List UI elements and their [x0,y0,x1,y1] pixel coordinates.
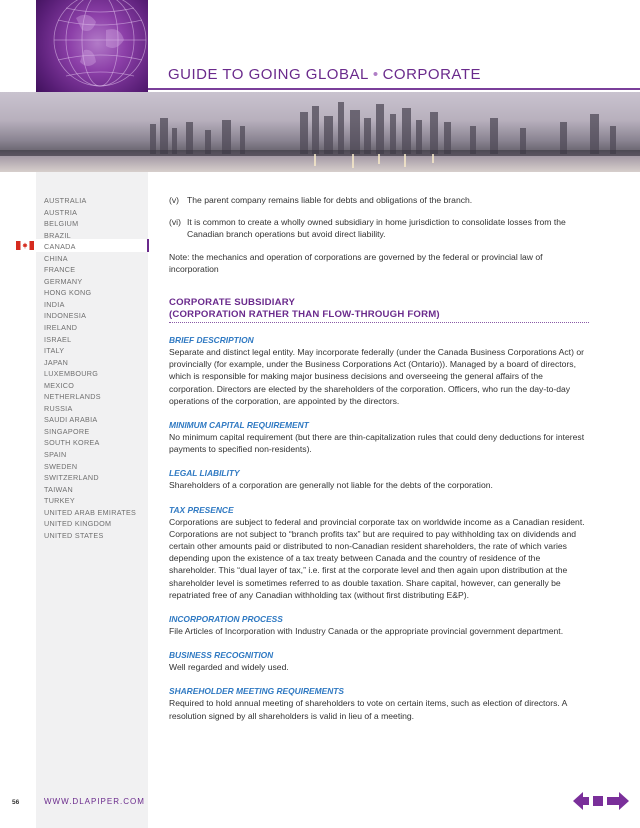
country-item-indonesia[interactable]: INDONESIA [44,311,87,321]
country-item-japan[interactable]: JAPAN [44,357,69,367]
globe-graphic [36,0,148,96]
country-item-spain[interactable]: SPAIN [44,450,67,460]
section-divider [169,322,589,323]
country-item-russia[interactable]: RUSSIA [44,403,73,413]
country-item-mexico[interactable]: MEXICO [44,380,75,390]
paragraph-tax-presence: Corporations are subject to federal and provincial corporate tax on worldwide income as a Canadian resident. Corporations are not subject to “branch profits tax” but are required to pay withholding tax on dividends and certain other amounts paid or distributed to non-Canadian resident shareholders, the rate of which varies depending upon the existence of a tax treaty between Canada and the country of residence of the shareholder. This “dual layer of tax,” i.e. first at the corporate level and then again upon distribution at the shareholder level is sometimes referred to as double taxation. Share capital, however, can generally be repatriated free of any Canadian withholding tax (without first distributing E&P). [169,516,585,600]
paragraph-incorporation-process: File Articles of Incorporation with Industry Canada or the appropriate provincial government department. [169,626,564,637]
arrow-right-icon[interactable] [607,792,629,810]
stop-square-icon[interactable] [593,796,603,806]
subheading-incorporation-process: INCORPORATION PROCESS [169,614,283,625]
country-item-turkey[interactable]: TURKEY [44,496,75,506]
country-item-luxembourg[interactable]: LUXEMBOURG [44,369,99,379]
country-item-india[interactable]: INDIA [44,299,65,309]
country-item-israel[interactable]: ISRAEL [44,334,72,344]
country-item-brazil[interactable]: BRAZIL [44,230,71,240]
guide-title [168,66,481,83]
country-item-canada[interactable]: CANADA [44,242,76,252]
country-item-australia[interactable]: AUSTRALIA [44,196,87,205]
item-text: It is common to create a wholly owned subsidiary in home jurisdiction to consolidate losses from the Canadian branch operations but avoid direct liability. [187,217,566,240]
globe-icon [36,0,148,96]
country-item-france[interactable]: FRANCE [44,265,76,275]
note-paragraph: Note: the mechanics and operation of corporations are governed by the federal or provincial law of incorporation [169,251,543,274]
page-number: 56 [12,799,20,806]
country-item-belgium[interactable]: BELGIUM [44,219,79,229]
country-nav-list [44,195,136,541]
country-item-sweden[interactable]: SWEDEN [44,461,78,471]
main-content [169,194,589,735]
arrow-left-icon[interactable] [573,792,589,810]
country-item-switzerland[interactable]: SWITZERLAND [44,473,99,483]
country-item-saudi-arabia[interactable]: SAUDI ARABIA [44,415,98,425]
country-item-china[interactable]: CHINA [44,253,68,263]
subheading-brief-description: BRIEF DESCRIPTION [169,335,254,346]
item-number: (v) [169,195,180,205]
paragraph-minimum-capital: No minimum capital requirement (but there are thin-capitalization rules that could deny deductions for interest payments to specified non-residents). [169,432,585,455]
page-header [0,0,640,170]
subheading-minimum-capital: MINIMUM CAPITAL REQUIREMENT [169,420,309,431]
country-item-ireland[interactable]: IRELAND [44,323,78,333]
page-navigation [573,791,629,811]
country-item-hong-kong[interactable]: HONG KONG [44,288,92,298]
title-separator: • [372,66,379,83]
country-item-south-korea[interactable]: SOUTH KOREA [44,438,100,448]
guide-title-main: GUIDE TO GOING GLOBAL [168,66,369,83]
subheading-legal-liability: LEGAL LIABILITY [169,468,240,479]
subheading-shareholder-meeting: SHAREHOLDER MEETING REQUIREMENTS [169,686,344,697]
country-item-united-kingdom[interactable]: UNITED KINGDOM [44,519,112,529]
paragraph-legal-liability: Shareholders of a corporation are generally not liable for the debts of the corporation. [169,480,493,491]
subheading-business-recognition: BUSINESS RECOGNITION [169,650,274,661]
list-item [169,216,589,240]
canada-flag-icon [16,241,34,250]
selected-country-bar [147,239,149,252]
title-rule [148,88,640,90]
list-item [169,194,589,206]
item-text: The parent company remains liable for debts and obligations of the branch. [187,195,473,205]
guide-title-section: CORPORATE [382,66,481,83]
country-item-taiwan[interactable]: TAIWAN [44,484,73,494]
country-item-singapore[interactable]: SINGAPORE [44,426,90,436]
paragraph-brief-description: Separate and distinct legal entity. May incorporate federally (under the Canada Business Corporations Act) or provincially (for example, under the Business Corporations Act (Ontario)). Managed by a board of directors, which is responsible for making major business decisions and overseeing the general affairs of the corporation. Directors are elected by the shareholders of the corporation. Officers, who run the day-to-day operations of the corporation, are appointed by the directors. [169,347,584,406]
item-number: (vi) [169,217,181,228]
subheading-tax-presence: TAX PRESENCE [169,504,234,515]
paragraph-shareholder-meeting: Required to hold annual meeting of shareholders to vote on certain items, such as election of directors. A resolution signed by all shareholders is valid in lieu of a meeting. [169,698,567,721]
country-item-netherlands[interactable]: NETHERLANDS [44,392,101,402]
footer-url-link[interactable]: WWW.DLAPIPER.COM [44,797,145,806]
country-item-austria[interactable]: AUSTRIA [44,207,78,217]
section-subtitle: (CORPORATION RATHER THAN FLOW-THROUGH FORM) [169,308,440,320]
country-item-germany[interactable]: GERMANY [44,276,83,286]
country-item-italy[interactable]: ITALY [44,346,65,356]
section-title: CORPORATE SUBSIDIARY [169,297,296,309]
city-skyline-image [0,92,640,172]
country-item-uae[interactable]: UNITED ARAB EMIRATES [44,507,137,517]
country-item-united-states[interactable]: UNITED STATES [44,530,104,540]
paragraph-business-recognition: Well regarded and widely used. [169,662,289,673]
